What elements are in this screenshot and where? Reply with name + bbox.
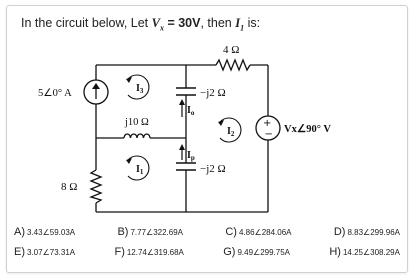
choice-e[interactable]: E) 3.07∠73.31A <box>14 246 76 258</box>
current-source-label: 5∠0° A <box>38 88 72 99</box>
question-suffix: is: <box>244 16 261 30</box>
resistor-4ohm-label: 4 Ω <box>223 44 240 56</box>
choice-h[interactable]: H) 14.25∠308.29A <box>329 246 400 258</box>
choice-f[interactable]: F) 12.74∠319.68A <box>114 246 184 258</box>
inductor-label: j10 Ω <box>125 117 149 128</box>
answer-row-1 <box>14 222 400 242</box>
answer-choices <box>14 222 400 262</box>
current-source-left <box>84 80 108 104</box>
vx-symbol: $V_x$ <box>151 16 164 33</box>
voltage-source-right <box>256 116 280 140</box>
question-prefix: In the circuit below, Let <box>21 16 152 30</box>
i1-symbol: $I_1$ <box>235 16 245 33</box>
choice-c[interactable]: C) 4.86∠284.06A <box>225 226 292 238</box>
vx-value: 30V <box>178 16 201 30</box>
answer-row-2 <box>14 242 400 262</box>
choice-b[interactable]: B) 7.77∠322.69A <box>117 226 183 238</box>
equals-sign: = <box>163 16 179 30</box>
io-arrow <box>179 99 185 117</box>
capacitor-top-label: −j2 Ω <box>200 87 226 99</box>
voltage-source-label: Vx∠90° V <box>284 124 331 135</box>
ip-arrow <box>179 144 185 160</box>
resistor-4ohm <box>216 60 250 70</box>
capacitor-bottom-label: −j2 Ω <box>200 163 226 175</box>
capacitor-top <box>176 88 196 95</box>
mesh-i3-label: $I_3$ <box>136 83 144 95</box>
choice-g[interactable]: G) 9.49∠299.75A <box>223 246 290 258</box>
resistor-8ohm <box>91 170 101 203</box>
mesh-i2-label: $I_2$ <box>227 126 235 138</box>
io-label: $I_o$ <box>187 105 195 117</box>
svg-text:+: + <box>263 118 272 129</box>
circuit-wires <box>96 65 268 212</box>
choice-d[interactable]: D) 8.83∠299.96A <box>333 226 400 238</box>
ip-label: $I_p$ <box>187 150 195 162</box>
capacitor-bottom <box>176 163 196 170</box>
mesh-i1-label: $I_1$ <box>136 164 144 176</box>
question-middle: , then <box>200 16 236 30</box>
resistor-8ohm-label: 8 Ω <box>61 181 78 193</box>
svg-text:−: − <box>264 129 273 140</box>
choice-a[interactable]: A) 3.43∠59.03A <box>14 226 76 238</box>
inductor-j10 <box>124 134 150 138</box>
